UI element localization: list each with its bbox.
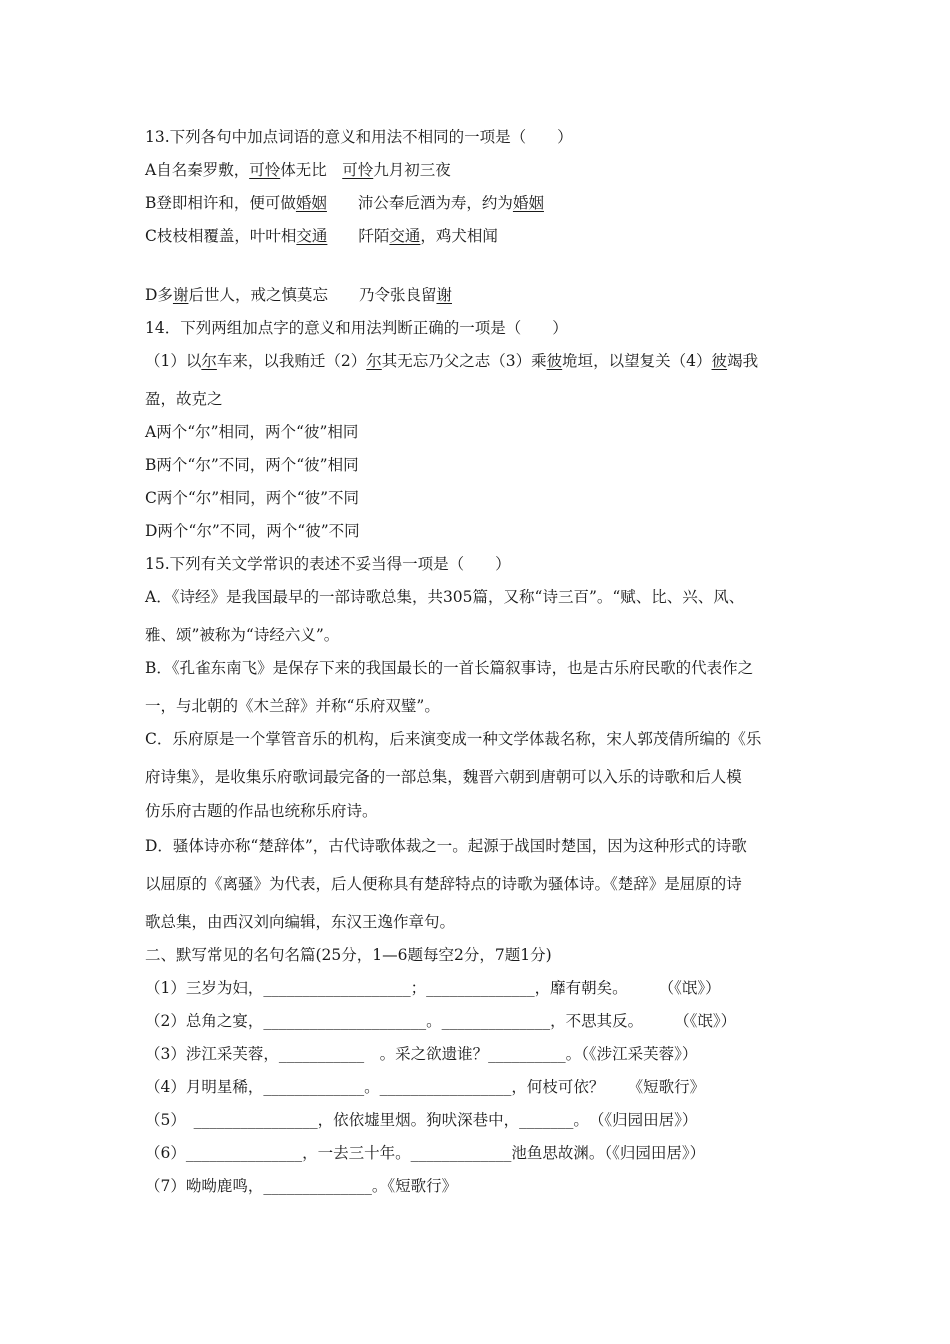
q14-option-a: A两个“尔”相同，两个“彼”相同 [145,423,359,441]
text-segment: 垝垣，以望复关（4） [562,352,712,370]
answer-blank: ___________ [263,1177,349,1195]
text-segment: ，一去三十年。 [302,1144,411,1162]
dotted-word: 可怜 [249,161,281,179]
answer-blank: ________ [449,1078,512,1096]
q14-stem: 14．下列两组加点字的意义和用法判断正确的一项是（ ） [145,319,568,337]
q14-sentences-cont: 盈，故克之 [145,390,223,408]
q14-option-c: C两个“尔”相同，两个“彼”不同 [145,489,360,507]
text-segment: 阡陌 [327,227,390,245]
dotted-word: 尔 [366,352,382,370]
recitation-item-1 [145,977,810,999]
answer-blank: ___________ [278,1045,365,1063]
text-segment: （6） [145,1144,186,1162]
text-segment: B登即相许和，便可做 [145,194,296,212]
dotted-word: 谢 [436,286,452,304]
text-segment: ，何枝可依？ 《短歌行》 [511,1078,706,1096]
dotted-word: 尔 [201,352,217,370]
text-segment: ，靡有朝矣。 （《氓》） [534,979,721,997]
q15-option-c-cont: 府诗集》，是收集乐府歌词最完备的一部总集，魏晋六朝到唐朝可以入乐的诗歌和后人模 [145,768,742,786]
answer-blank: ______ [488,979,535,997]
answer-blank: _____________________ [263,1012,427,1030]
q15-option-d-cont2: 歌总集，由西汉刘向编辑，东汉王逸作章句。 [145,913,456,931]
text-segment: （1）三岁为妇， [145,979,264,997]
q13-stem: 13.下列各句中加点词语的意义和用法不相同的一项是（ ） [145,128,573,146]
text-segment: ； [410,979,427,997]
q15-option-a-cont: 雅、颂”被称为“诗经六义”。 [145,626,340,644]
answer-blank: ______________ [441,1012,551,1030]
answer-blank: ________ [426,979,489,997]
dotted-word: 彼 [546,352,563,370]
text-segment: ，鸡犬相闻 [420,227,498,245]
text-segment: C枝枝相覆盖，叶叶相 [145,227,297,245]
dotted-word: 婚姻 [295,194,327,212]
q13-option-a [145,159,810,181]
answer-blank: _________ [379,1078,450,1096]
text-segment: （5） [145,1111,194,1129]
q13-option-c [145,225,810,247]
text-segment: 。采之欲遗谁？ [364,1045,489,1063]
recitation-item-2 [145,1010,810,1032]
q15-option-b-cont: 一，与北朝的《木兰辞》并称“乐府双璧”。 [145,697,440,715]
q15-option-d: D．骚体诗亦称“楚辞体”，古代诗歌体裁之一。起源于战国时楚国，因为这种形式的诗歌 [145,837,747,855]
q15-option-d-cont: 以屈原的《离骚》为代表，后人便称具有楚辞特点的诗歌为骚体诗。《楚辞》是屈原的诗 [145,875,742,893]
text-segment: 。（《涉江采芙蓉》） [565,1045,698,1063]
text-segment: （7）呦呦鹿鸣， [145,1177,264,1195]
q15-option-b: B．《孔雀东南飞》是保存下来的我国最长的一首长篇叙事诗，也是古乐府民歌的代表作之 [145,659,754,677]
dotted-word: 婚姻 [512,194,544,212]
text-segment: 。 [426,1012,442,1030]
q13-option-d [145,284,810,306]
text-segment: 。 [364,1078,380,1096]
text-segment: 车来，以我贿迁（2） [216,352,367,370]
answer-blank: ____ [271,1144,303,1162]
q15-option-a: A．《诗经》是我国最早的一部诗歌总集，共305篇，又称“诗三百”。“赋、比、兴、风、 [145,588,745,606]
answer-blank: __________ [333,979,411,997]
section-heading: 二、默写常见的名句名篇(25分，1—6题每空2分，7题1分) [145,946,552,964]
text-segment: （1）以 [145,352,202,370]
dotted-word: 彼 [711,352,728,370]
text-segment: 体无比 [280,161,343,179]
q14-sentences [145,350,810,372]
q14-option-b: B两个“尔”不同，两个“彼”相同 [145,456,359,474]
recitation-item-7 [145,1175,810,1197]
answer-blank: _______ [519,1111,574,1129]
text-segment: 沛公奉卮酒为寿，约为 [326,194,513,212]
answer-blank: _________ [263,979,334,997]
text-segment: 后世人，戒之慎莫忘 乃令张良留 [188,286,437,304]
text-segment: 其无忘乃父之志（3）乘 [381,352,547,370]
q15-option-c-cont2: 仿乐府古题的作品也统称乐府诗。 [145,802,378,820]
recitation-item-6 [145,1142,810,1164]
dotted-word: 可怜 [342,161,374,179]
answer-blank: _______ [309,1078,365,1096]
q14-option-d: D两个“尔”不同，两个“彼”不同 [145,522,360,540]
text-segment: （4）月明星稀， [145,1078,264,1096]
answer-blank: ___________ [185,1144,272,1162]
text-segment: （2）总角之宴， [145,1012,264,1030]
dotted-word: 谢 [172,286,189,304]
text-segment: 。《短歌行》 [371,1177,458,1195]
text-segment: 九月初三夜 [373,161,451,179]
recitation-item-5 [145,1109,810,1131]
dotted-word: 交通 [296,227,328,245]
answer-blank: _____________ [193,1111,295,1129]
text-segment: A自名秦罗敷， [145,161,250,179]
dotted-word: 交通 [389,227,421,245]
text-segment: 竭我 [727,352,759,370]
answer-blank: __________ [488,1045,566,1063]
q15-stem: 15.下列有关文学常识的表述不妥当得一项是（ ） [145,555,511,573]
text-segment: ，不思其反。 （《氓》） [550,1012,737,1030]
answer-blank: ______ [263,1078,310,1096]
answer-blank: ___ [348,1177,372,1195]
text-segment: 。 （《归园田居》） [573,1111,698,1129]
answer-blank: ___ [294,1111,318,1129]
q13-option-b [145,192,810,214]
recitation-item-3 [145,1043,810,1065]
text-segment: ，依依墟里烟。狗吠深巷中， [317,1111,520,1129]
text-segment: D多 [145,286,173,304]
text-segment: （3）涉江采芙蓉， [145,1045,279,1063]
answer-blank: _____________ [410,1144,512,1162]
recitation-item-4 [145,1076,810,1098]
text-segment: 池鱼思故渊。（《归园田居》） [511,1144,706,1162]
q15-option-c: C．乐府原是一个掌管音乐的机构，后来演变成一种文学体裁名称，宋人郭茂倩所编的《乐 [145,730,762,748]
